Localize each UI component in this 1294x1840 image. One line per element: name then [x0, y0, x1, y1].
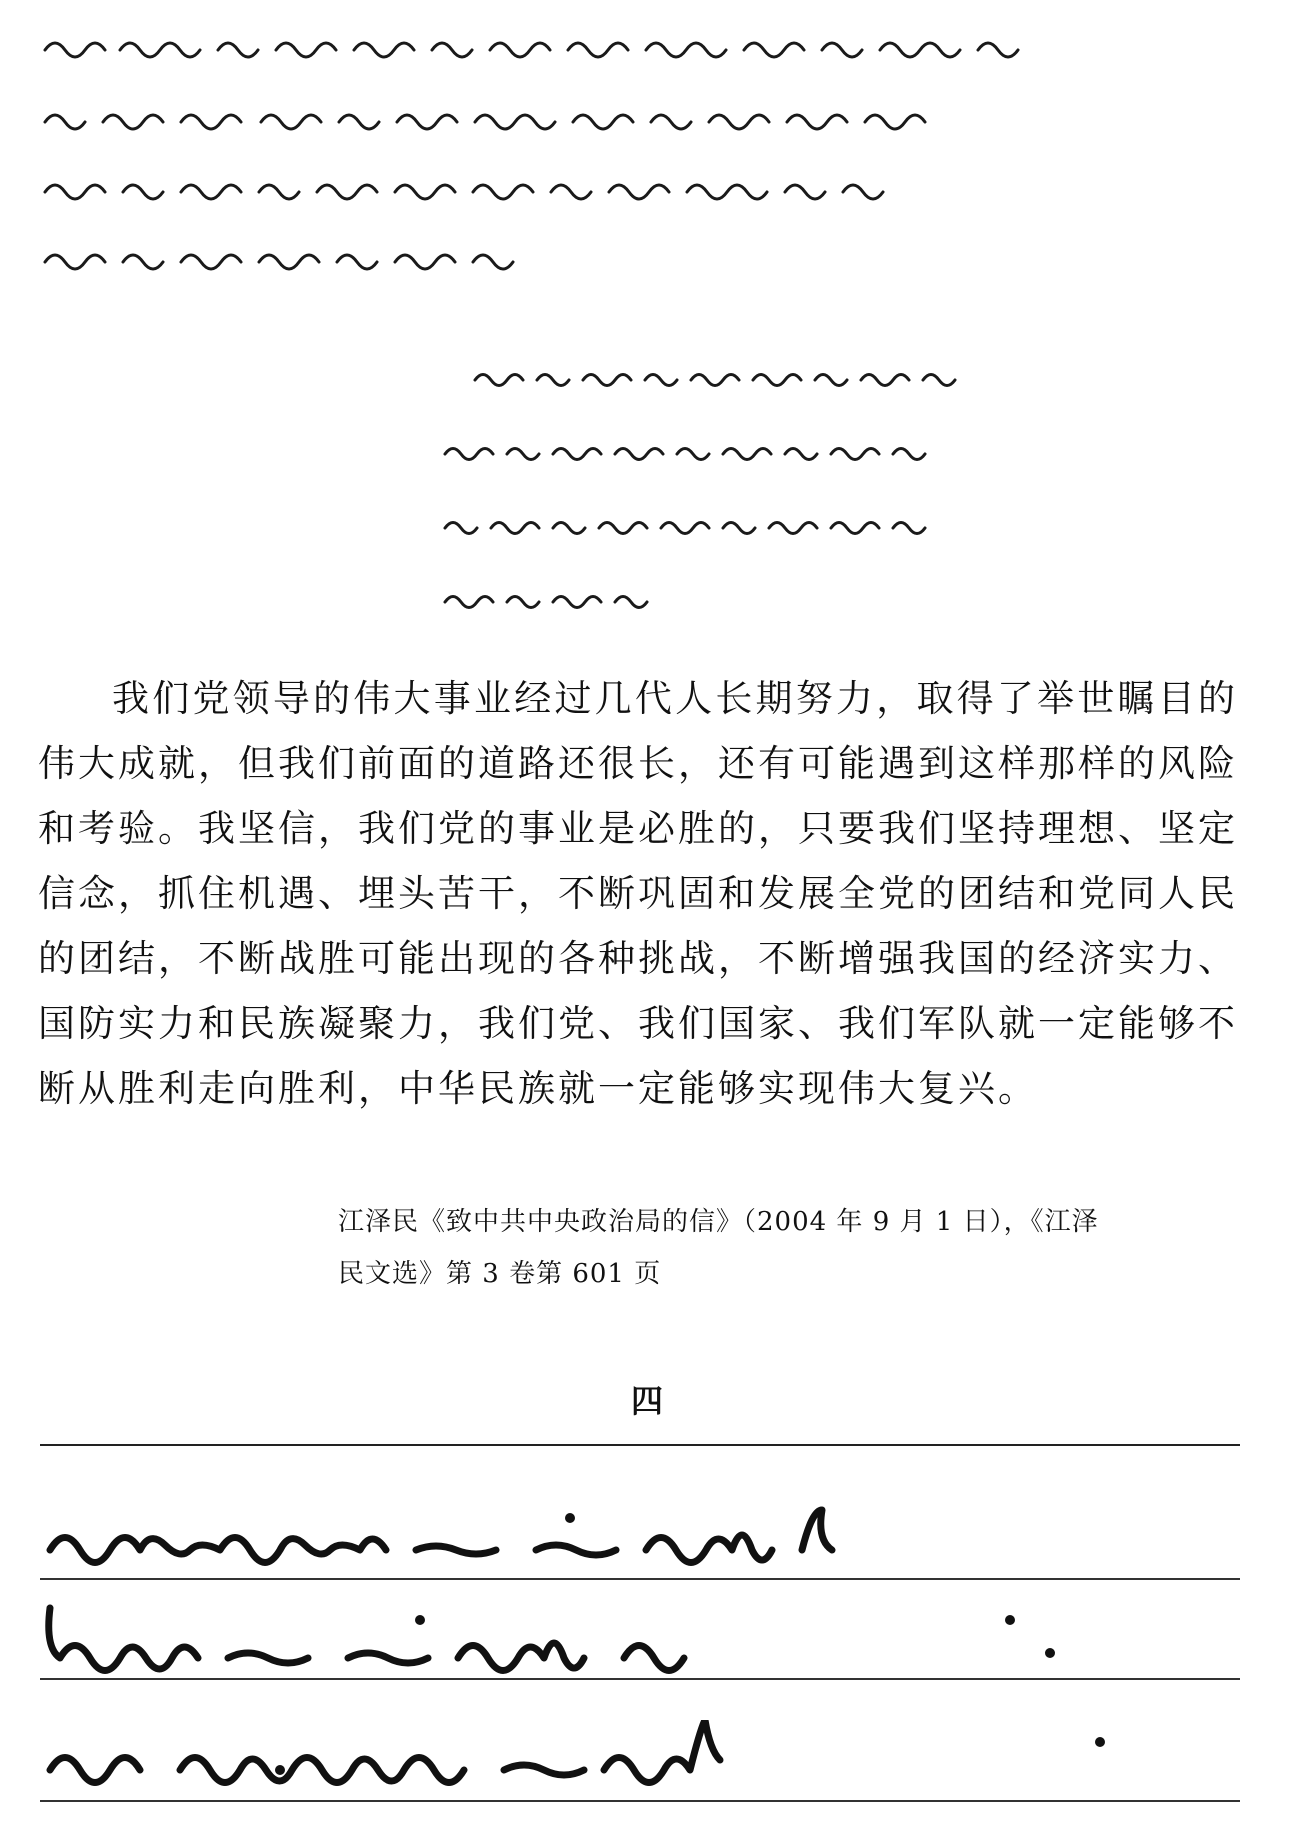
minority-citation-line-4 [440, 582, 800, 616]
section-divider [40, 1444, 1240, 1446]
minority-script-line-3 [40, 170, 1240, 210]
cursive-script-line-2 [40, 1598, 1240, 1678]
ruled-line-3 [40, 1800, 1240, 1802]
ruled-line-1 [40, 1578, 1240, 1580]
section-number: 四 [630, 1382, 663, 1420]
minority-citation-line-3 [440, 508, 1240, 542]
cursive-script-line-1 [40, 1500, 1240, 1580]
chinese-quote-paragraph: 我们党领导的伟大事业经过几代人长期努力，取得了举世瞩目的伟大成就，但我们前面的道路还很长，还有可能遇到这样那样的风险和考验。我坚信，我们党的事业是必胜的，只要我们坚持理想、坚定信念，抓住机遇、埋头苦干，不断巩固和发展全党的团结和党同人民的团结，不断战胜可能出现的各种挑战，不断增强我国的经济实力、国防实力和民族凝聚力，我们党、我们国家、我们军队就一定能够不断从胜利走向胜利，中华民族就一定能够实现伟大复兴。 [38, 677, 1238, 1110]
minority-citation-line-2 [440, 434, 1240, 468]
minority-script-line-1 [40, 28, 1240, 68]
ruled-line-2 [40, 1678, 1240, 1680]
minority-script-line-4 [40, 240, 680, 280]
chinese-citation-line-2: 民文选》第 3 卷第 601 页 [338, 1259, 662, 1289]
cursive-script-line-3 [40, 1720, 1240, 1800]
minority-citation-line-1 [470, 360, 1240, 394]
chinese-citation-line-1: 江泽民《致中共中央政治局的信》（2004 年 9 月 1 日），《江泽 [338, 1207, 1099, 1237]
minority-script-line-2 [40, 100, 1240, 140]
